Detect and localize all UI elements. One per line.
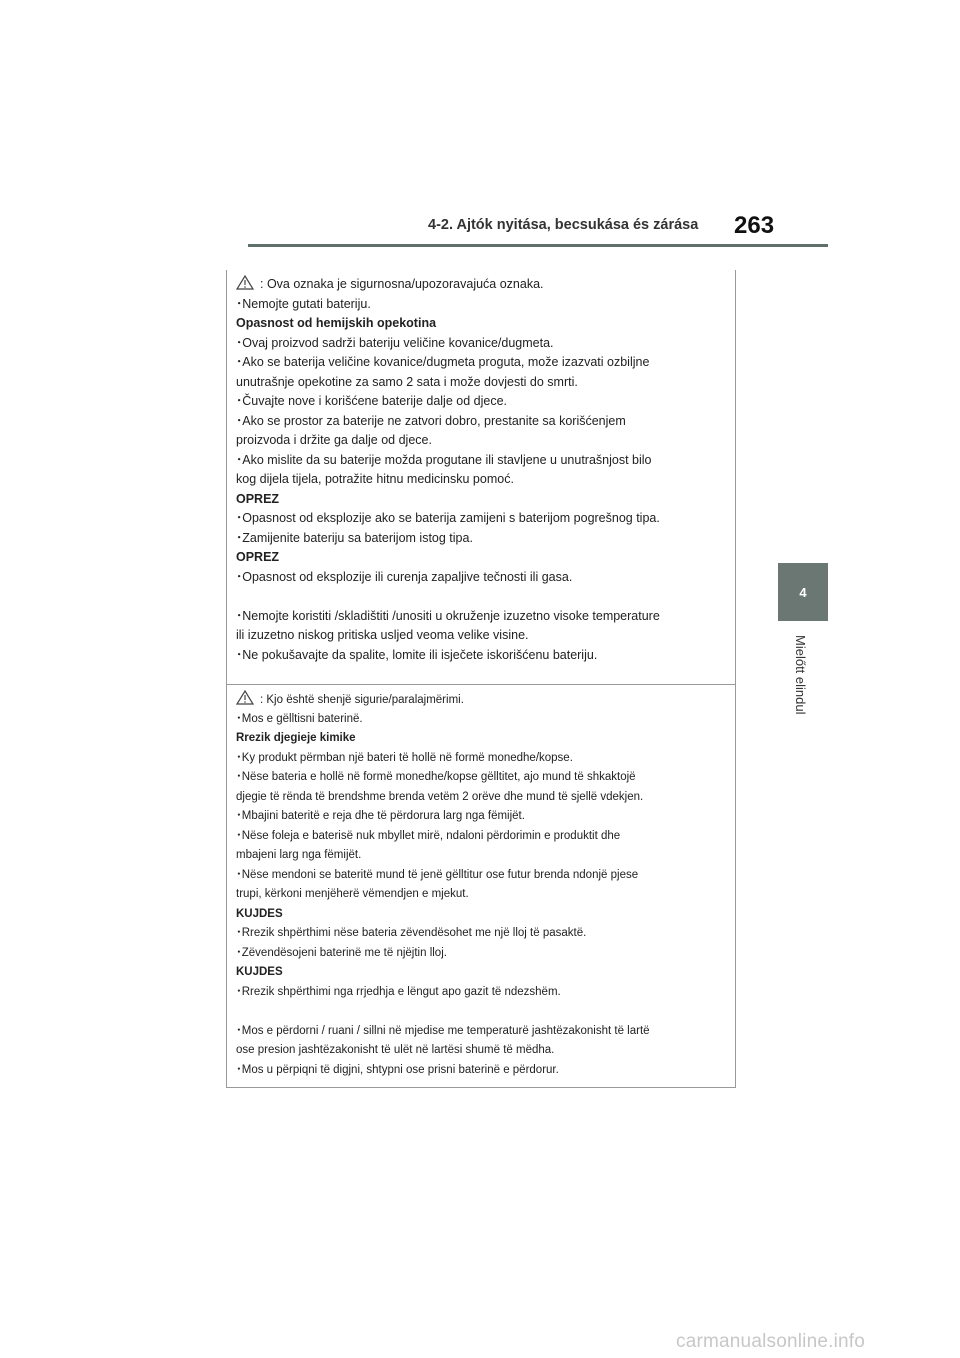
albanian-text-line: ･Mos u përpiqni të digjni, shtypni ose prisni baterinë e përdorur.: [236, 1063, 559, 1076]
croatian-intro-line: [236, 275, 726, 295]
albanian-heading: KUJDES: [236, 907, 283, 920]
croatian-heading: OPREZ: [236, 491, 280, 506]
croatian-text-line: ･Nemojte koristiti /skladištiti /unositi u okruženje izuzetno visoke temperature: [236, 608, 660, 623]
croatian-text-line: ･Ako se prostor za baterije ne zatvori dobro, prestanite sa korišćenjem: [236, 413, 626, 428]
battery-warning-box: [226, 270, 736, 1088]
albanian-intro-text: : Kjo është shenjë sigurie/paralajmërimi.: [260, 694, 464, 706]
croatian-text-line: ･Ne pokušavajte da spalite, lomite ili isječete iskorišćenu bateriju.: [236, 647, 598, 662]
albanian-heading: KUJDES: [236, 966, 283, 978]
albanian-text-line: ･Mos e përdorni / ruani / sillni në mjedise me temperaturë jashtëzakonisht të lartë: [236, 1024, 650, 1037]
croatian-warning-section: [227, 270, 735, 682]
croatian-heading: Opasnost od hemijskih opekotina: [236, 316, 437, 330]
croatian-text-line: unutrašnje opekotine za samo 2 sata i može dovjesti do smrti.: [236, 374, 578, 389]
croatian-text-line: ･Ovaj proizvod sadrži bateriju veličine kovanice/dugmeta.: [236, 335, 554, 350]
albanian-warning-section: [227, 684, 735, 1086]
croatian-text-line: ･Ako se baterija veličine kovanice/dugmeta proguta, može izazvati ozbiljne: [236, 355, 650, 369]
albanian-text-line: trupi, kërkoni menjëherë vëmendjen e mjekut.: [236, 888, 469, 900]
albanian-text-line: ･Rrezik shpërthimi nëse bateria zëvendësohet me një lloj të pasaktë.: [236, 927, 587, 939]
footer-watermark: carmanualsonline.info: [676, 1331, 866, 1352]
croatian-text-line: ･Nemojte gutati bateriju.: [236, 296, 371, 311]
albanian-text-line: ･Mos e gëlltisni baterinë.: [236, 712, 363, 725]
chapter-tab-label: Mielőtt elindul: [793, 635, 808, 715]
header-divider: [248, 244, 828, 247]
albanian-lines: [236, 710, 726, 1081]
albanian-heading: Rrezik djegieje kimike: [236, 732, 356, 744]
croatian-spacer: [236, 587, 726, 607]
croatian-text-line: ･Ako mislite da su baterije možda progutane ili stavljene u unutrašnjost bilo: [236, 452, 652, 467]
albanian-text-line: mbajeni larg nga fëmijët.: [236, 849, 362, 861]
croatian-text-line: ･Zamijenite bateriju sa baterijom istog tipa.: [236, 530, 473, 545]
croatian-intro-text: : Ova oznaka je sigurnosna/upozoravajuća oznaka.: [260, 277, 544, 291]
albanian-text-line: ･Nëse mendoni se bateritë mund të jenë gëlltitur ose futur brenda ndonjë pjese: [236, 868, 639, 881]
chapter-tab-number: 4: [778, 563, 828, 621]
warning-triangle-icon: [236, 275, 254, 290]
albanian-text-line: ･Rrezik shpërthimi nga rrjedhja e lëngut apo gazit të ndezshëm.: [236, 985, 561, 998]
albanian-spacer: [236, 1002, 726, 1022]
albanian-text-line: ･Mbajini bateritë e reja dhe të përdorura larg nga fëmijët.: [236, 810, 525, 822]
croatian-text-line: proizvoda i držite ga dalje od djece.: [236, 433, 432, 447]
albanian-text-line: ose presion jashtëzakonisht të ulët në lartësi shumë të mëdha.: [236, 1044, 555, 1056]
albanian-text-line: ･Zëvendësojeni baterinë me të njëjtin lloj.: [236, 946, 447, 959]
croatian-text-line: ･Čuvajte nove i korišćene baterije dalje od djece.: [236, 394, 507, 408]
albanian-text-line: ･Ky produkt përmban një bateri të hollë në formë monedhe/kopse.: [236, 751, 573, 764]
albanian-text-line: ･Nëse foleja e baterisë nuk mbyllet mirë, ndaloni përdorimin e produktit dhe: [236, 829, 621, 842]
warning-triangle-icon: [236, 690, 254, 705]
section-title: 4-2. Ajtók nyitása, becsukása és zárása: [428, 217, 699, 233]
albanian-text-line: djegie të rënda të brendshme brenda vetëm 2 orëve dhe mund të sjellë vdekjen.: [236, 790, 644, 803]
croatian-text-line: ･Opasnost od eksplozije ili curenja zapaljive tečnosti ili gasa.: [236, 569, 573, 584]
page-number: 263: [734, 212, 775, 239]
albanian-text-line: ･Nëse bateria e hollë në formë monedhe/kopse gëlltitet, ajo mund të shkaktojë: [236, 771, 636, 783]
albanian-intro-line: [236, 690, 726, 710]
croatian-text-line: ･Opasnost od eksplozije ako se baterija zamijeni s baterijom pogrešnog tipa.: [236, 511, 660, 525]
croatian-text-line: kog dijela tijela, potražite hitnu medicinsku pomoć.: [236, 472, 514, 486]
croatian-heading: OPREZ: [236, 550, 280, 564]
croatian-text-line: ili izuzetno niskog pritiska usljed veoma velike visine.: [236, 628, 529, 642]
croatian-lines: [236, 295, 726, 666]
